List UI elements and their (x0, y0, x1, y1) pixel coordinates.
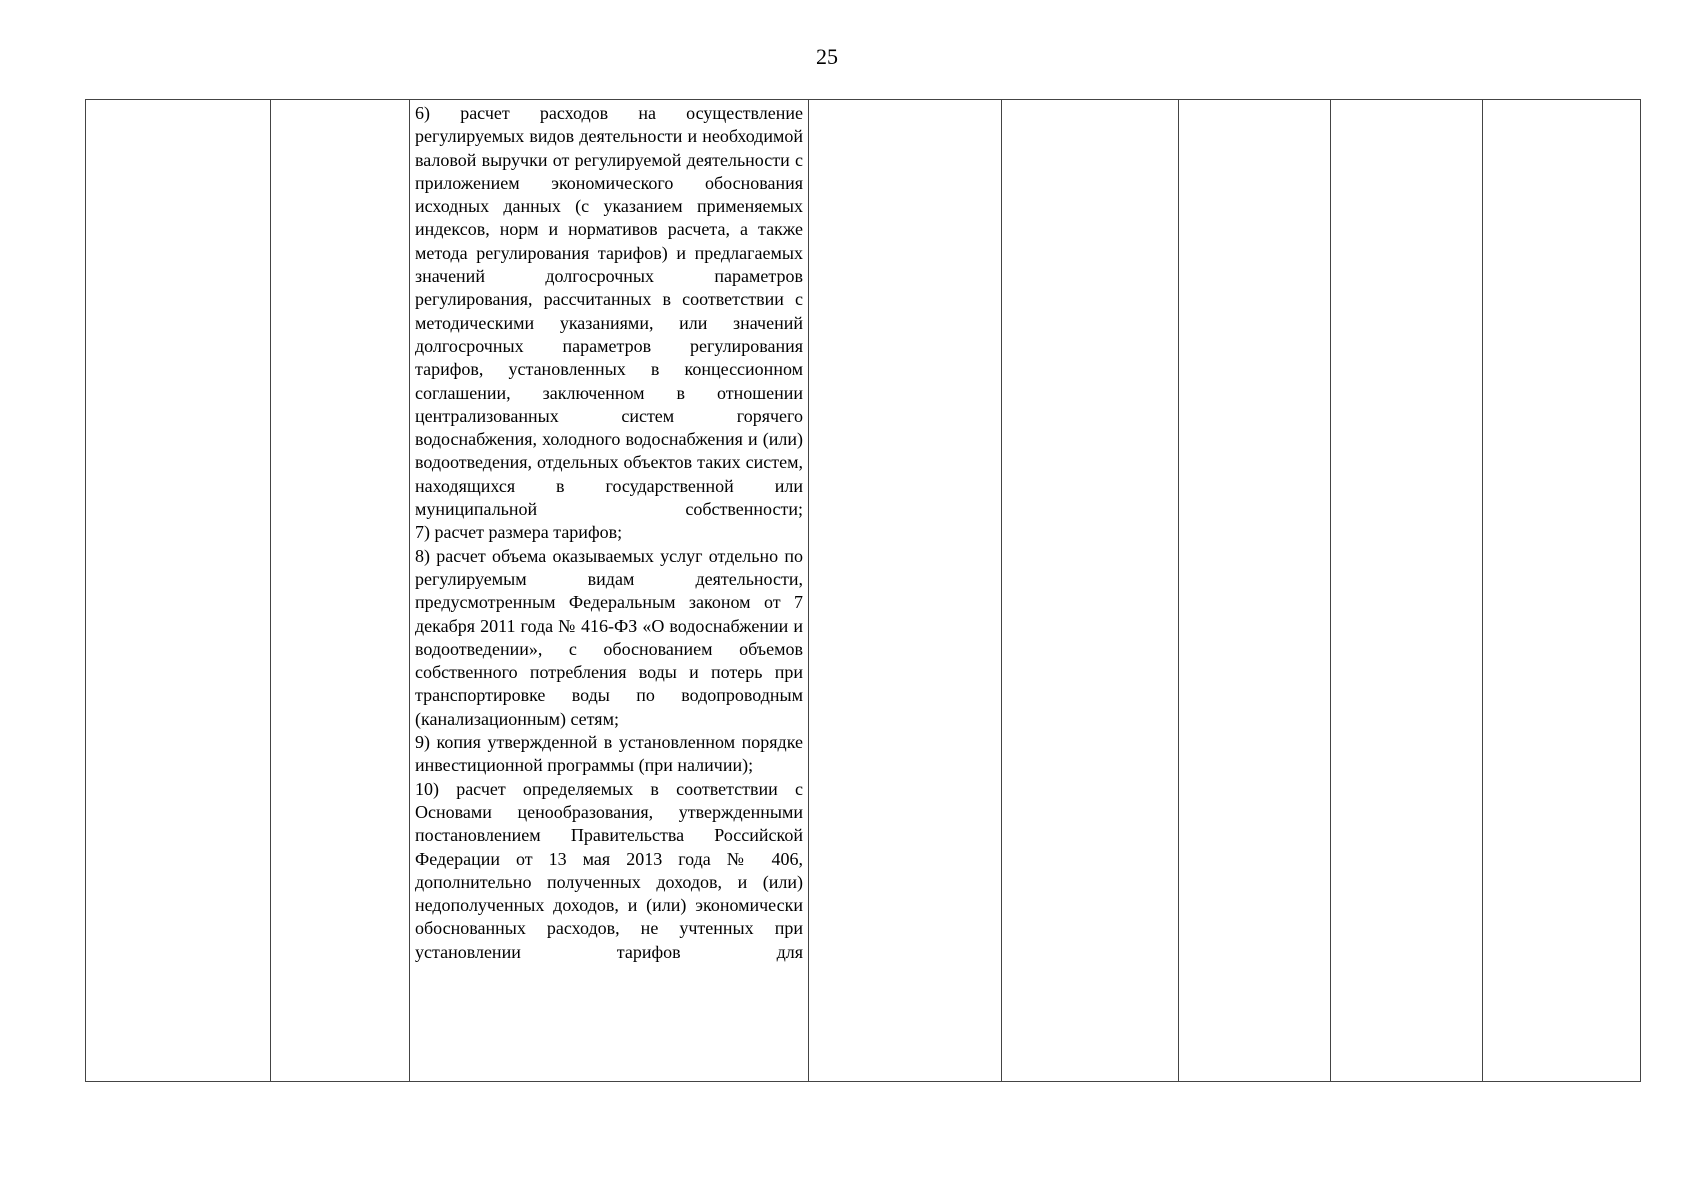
paragraph-7: 7) расчет размера тарифов; (415, 522, 623, 543)
document-table (85, 99, 1641, 1082)
table-cell-col4 (809, 100, 1002, 1082)
page-number: 25 (816, 44, 838, 69)
paragraph-10: 10) расчет определяемых в соответствии с Основами ценообразования, утвержденными постановлением Правительства Российской Федерации от 13 мая 2013 года № 406, дополнительно полученных доходов, и (или) недополученных доходов, и (или) экономически обоснованных расходов, не учтенных при установлении тарифов для (415, 778, 803, 962)
table-row (86, 100, 1641, 1082)
table-cell-col5 (1002, 100, 1179, 1082)
table-cell-requirements (410, 100, 809, 1082)
table-cell-col1 (86, 100, 271, 1082)
table-cell-col8 (1483, 100, 1641, 1082)
paragraph-9: 9) копия утвержденной в установленном порядке инвестиционной программы (при наличии); (415, 732, 803, 776)
table-cell-col7 (1331, 100, 1483, 1082)
requirements-text (410, 100, 808, 1081)
table-cell-col2 (271, 100, 410, 1082)
paragraph-6: 6) расчет расходов на осуществление регулируемых видов деятельности и необходимой валовой выручки от регулируемой деятельности с приложением экономического обоснования исходных данных (с указанием применяемых индексов, норм и нормативов расчета, а также метода регулирования тарифов) и предлагаемых значений долгосрочных параметров регулирования, рассчитанных в соответствии с методическими указаниями, или значений долгосрочных параметров регулирования тарифов, установленных в концессионном соглашении, заключенном в отношении централизованных систем горячего водоснабжения, холодного водоснабжения и (или) водоотведения, отдельных объектов таких систем, находящихся в государственной или муниципальной собственности; (415, 103, 803, 520)
table-cell-col6 (1179, 100, 1331, 1082)
paragraph-8: 8) расчет объема оказываемых услуг отдельно по регулируемым видам деятельности, предусмотренным Федеральным законом от 7 декабря 2011 года № 416-ФЗ «О водоснабжении и водоотведении», с обоснованием объемов собственного потребления воды и потерь при транспортировке воды по водопроводным (канализационным) сетям; (415, 545, 803, 729)
